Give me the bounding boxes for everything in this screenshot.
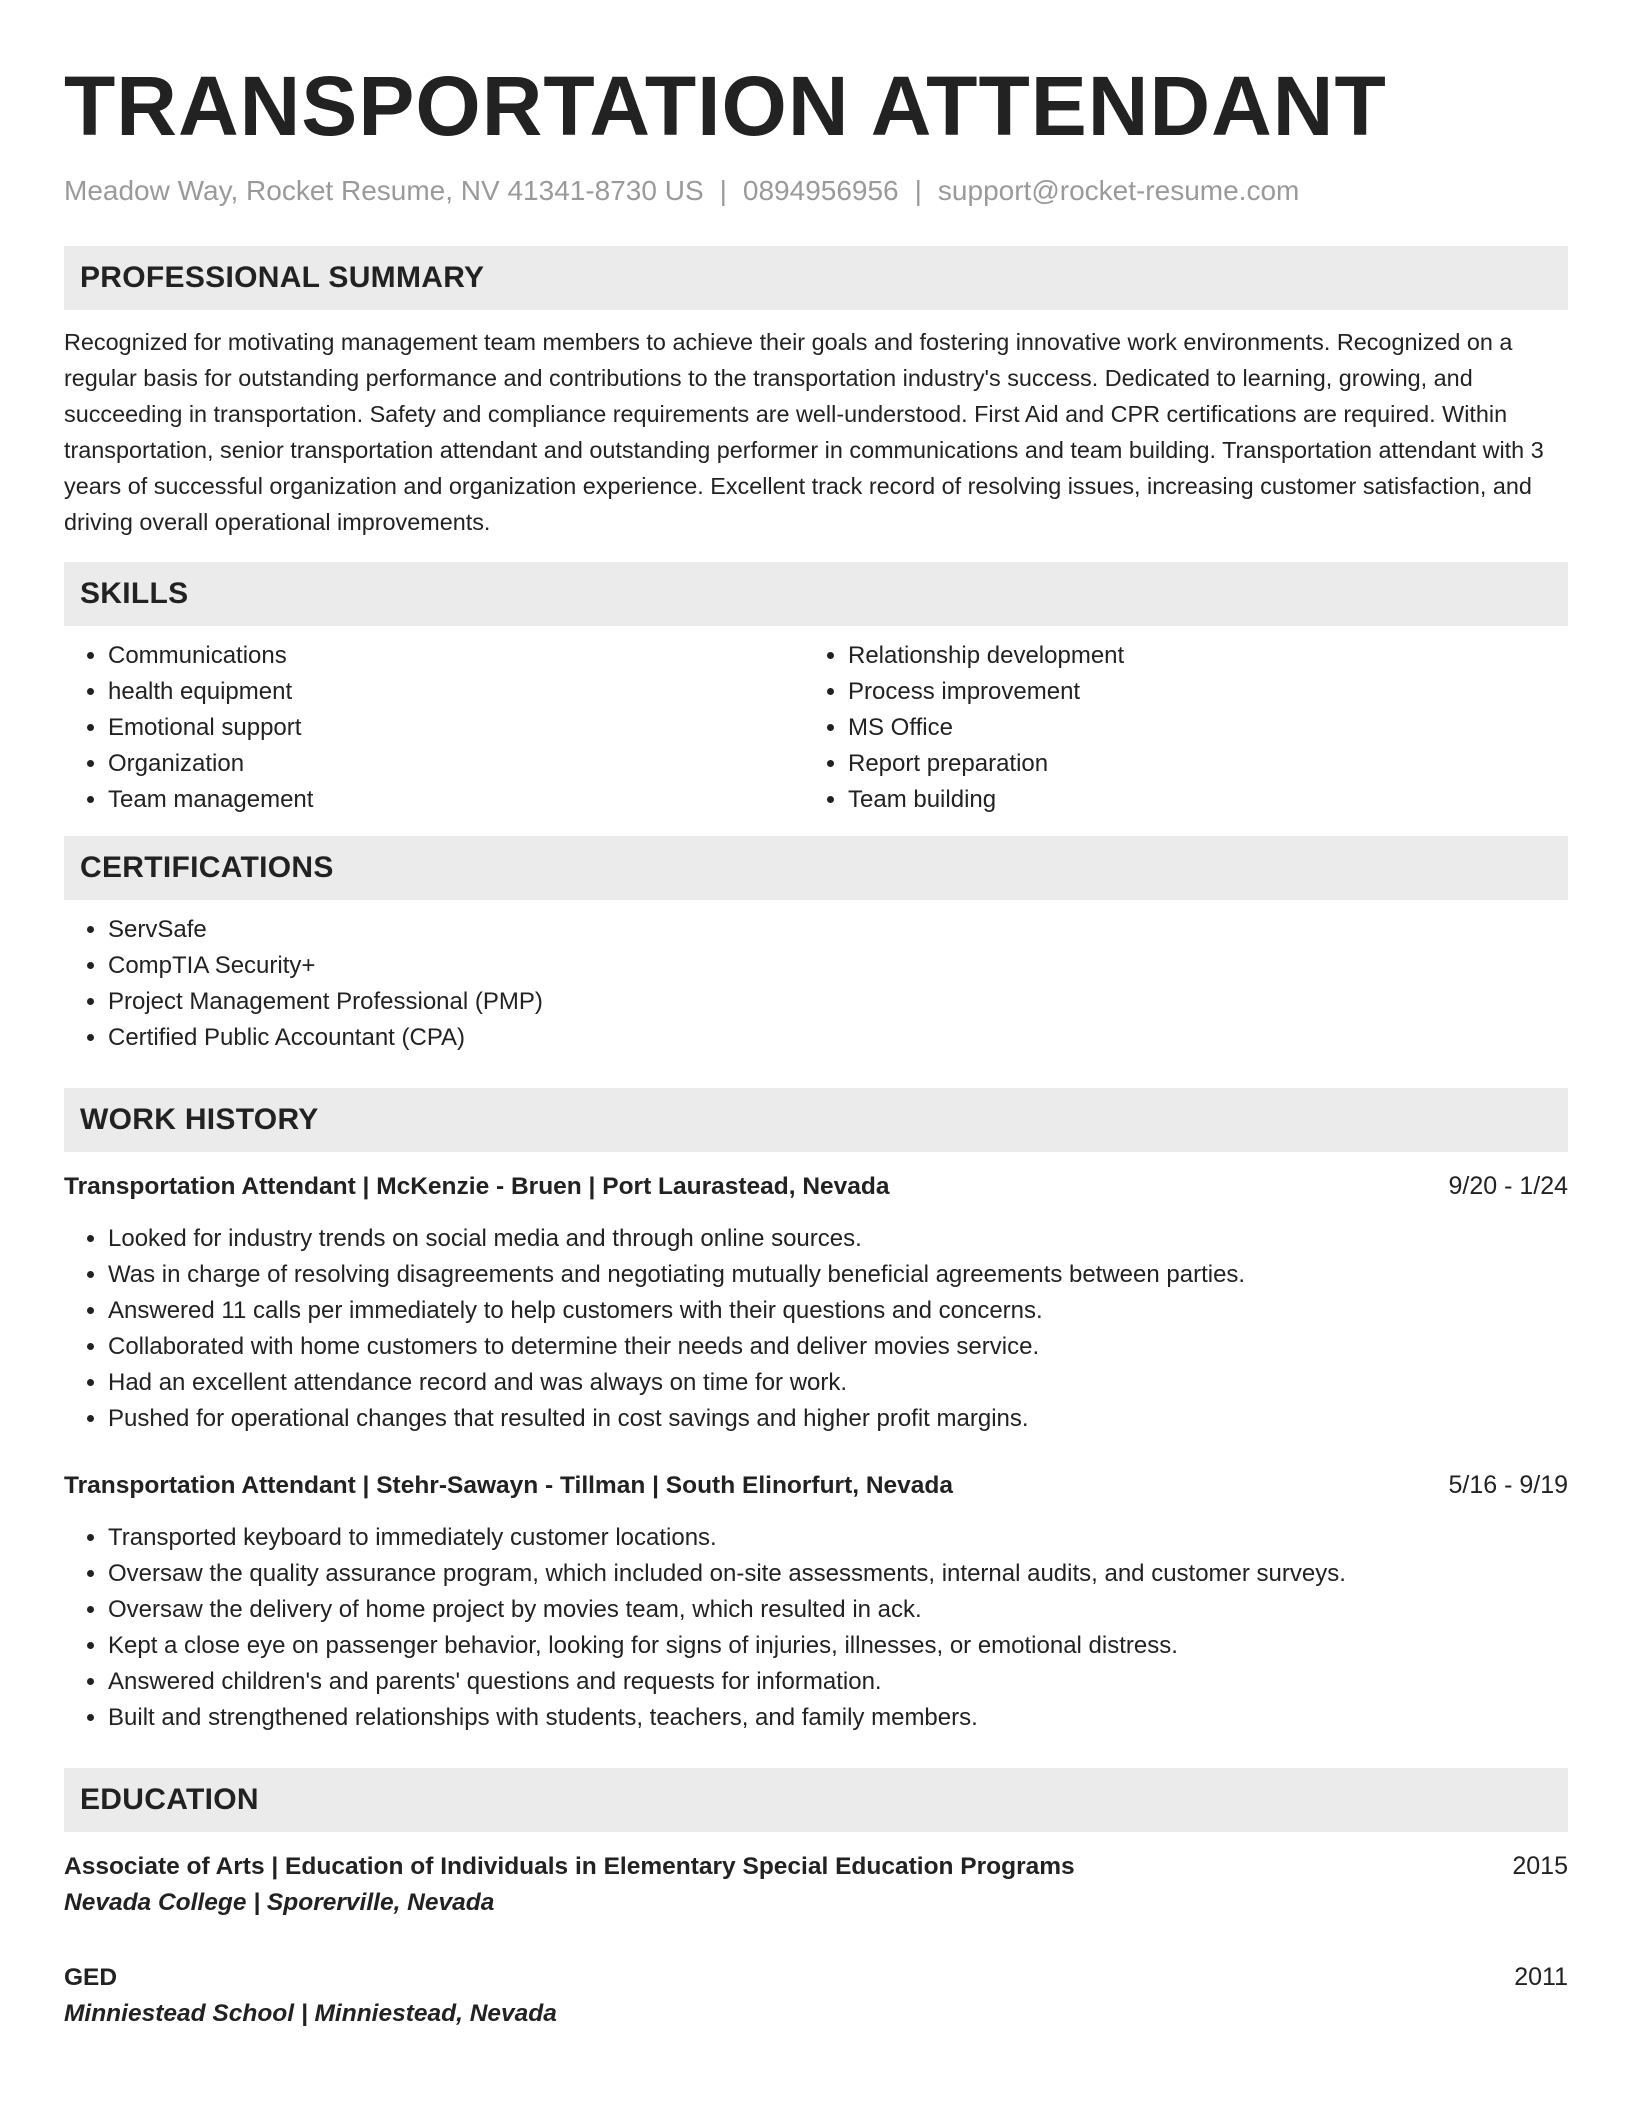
education-header — [64, 1848, 1568, 1885]
job-bullet: • Oversaw the quality assurance program, which included on-site assessments, internal audits, and customer surveys. — [108, 1556, 1568, 1592]
contact-line — [64, 174, 1568, 208]
skill-item: • Emotional support — [108, 710, 804, 746]
skills-columns — [64, 638, 1568, 818]
certification-item: • Certified Public Accountant (CPA) — [108, 1020, 1568, 1056]
summary-text: Recognized for motivating management team members to achieve their goals and fostering innovative work environments. Recognized on a regular basis for outstanding performance and contributions to the transportation industry's success. Dedicated to learning, growing, and succeeding in transportation. Safety and compliance requirements are well-understood. First Aid and CPR certifications are required. Within transportation, senior transportation attendant and outstanding performer in communications and team building. Transportation attendant with 3 years of successful organization and organization experience. Excellent track record of resolving issues, increasing customer satisfaction, and driving overall operational improvements. — [64, 329, 1544, 535]
job-bullet: • Pushed for operational changes that resulted in cost savings and higher profit margins. — [108, 1401, 1568, 1437]
job-bullet: • Kept a close eye on passenger behavior, looking for signs of injuries, illnesses, or emotional distress. — [108, 1628, 1568, 1664]
skills-column-left — [64, 638, 804, 818]
education-section — [64, 1768, 1568, 2032]
job-header — [64, 1168, 1568, 1205]
education-entry — [64, 1848, 1568, 1921]
education-school: Nevada College | Sporerville, Nevada — [64, 1889, 495, 1916]
education-year: 2015 — [1512, 1852, 1568, 1880]
skill-item: • health equipment — [108, 674, 804, 710]
skills-column-right — [804, 638, 1544, 818]
job-bullet: • Answered children's and parents' questions and requests for information. — [108, 1664, 1568, 1700]
job-header — [64, 1467, 1568, 1504]
skill-item: • Process improvement — [848, 674, 1544, 710]
contact-separator: | — [914, 175, 922, 206]
job-bullet: • Collaborated with home customers to determine their needs and deliver movies service. — [108, 1329, 1568, 1365]
skill-item: • MS Office — [848, 710, 1544, 746]
job-bullet: • Answered 11 calls per immediately to help customers with their questions and concerns. — [108, 1293, 1568, 1329]
job-title: Transportation Attendant | McKenzie - Bruen | Port Laurastead, Nevada — [64, 1173, 890, 1200]
skill-item: • Organization — [108, 746, 804, 782]
job-dates: 9/20 - 1/24 — [1448, 1172, 1568, 1200]
skills-section — [64, 562, 1568, 818]
contact-address: Meadow Way, Rocket Resume, NV 41341-8730 US — [64, 175, 704, 206]
section-title-education: EDUCATION — [64, 1768, 1568, 1832]
skill-item: • Team management — [108, 782, 804, 818]
contact-separator: | — [719, 175, 727, 206]
skill-item: • Communications — [108, 638, 804, 674]
section-title-skills: SKILLS — [64, 562, 1568, 626]
section-title-summary: PROFESSIONAL SUMMARY — [64, 246, 1568, 310]
education-school: Minniestead School | Minniestead, Nevada — [64, 2000, 557, 2027]
job-bullet: • Looked for industry trends on social media and through online sources. — [108, 1221, 1568, 1257]
contact-email[interactable]: support@rocket-resume.com — [937, 175, 1300, 206]
job-bullet: • Oversaw the delivery of home project by movies team, which resulted in ack. — [108, 1592, 1568, 1628]
work-history-section — [64, 1088, 1568, 1736]
education-degree: GED — [64, 1964, 118, 1991]
certification-item: • CompTIA Security+ — [108, 948, 1568, 984]
certification-item: • ServSafe — [108, 912, 1568, 948]
skill-item: • Team building — [848, 782, 1544, 818]
job-entry — [64, 1168, 1568, 1437]
education-degree: Associate of Arts | Education of Individuals in Elementary Special Education Programs — [64, 1853, 1075, 1880]
job-title: Transportation Attendant | Stehr-Sawayn - Tillman | South Elinorfurt, Nevada — [64, 1472, 953, 1499]
skill-item: • Relationship development — [848, 638, 1544, 674]
contact-phone: 0894956956 — [742, 175, 899, 206]
job-bullet: • Transported keyboard to immediately customer locations. — [108, 1520, 1568, 1556]
education-entry — [64, 1959, 1568, 2032]
skill-item: • Report preparation — [848, 746, 1544, 782]
certification-item: • Project Management Professional (PMP) — [108, 984, 1568, 1020]
job-dates: 5/16 - 9/19 — [1448, 1471, 1568, 1499]
job-bullet: • Built and strengthened relationships with students, teachers, and family members. — [108, 1700, 1568, 1736]
section-title-certifications: CERTIFICATIONS — [64, 836, 1568, 900]
education-header — [64, 1959, 1568, 1996]
certifications-section — [64, 836, 1568, 1056]
candidate-name: TRANSPORTATION ATTENDANT — [64, 59, 1387, 153]
job-bullet: • Had an excellent attendance record and was always on time for work. — [108, 1365, 1568, 1401]
summary-section — [64, 246, 1568, 540]
education-year: 2011 — [1514, 1963, 1568, 1991]
job-bullet: • Was in charge of resolving disagreements and negotiating mutually beneficial agreements between parties. — [108, 1257, 1568, 1293]
job-entry — [64, 1467, 1568, 1736]
section-title-work-history: WORK HISTORY — [64, 1088, 1568, 1152]
